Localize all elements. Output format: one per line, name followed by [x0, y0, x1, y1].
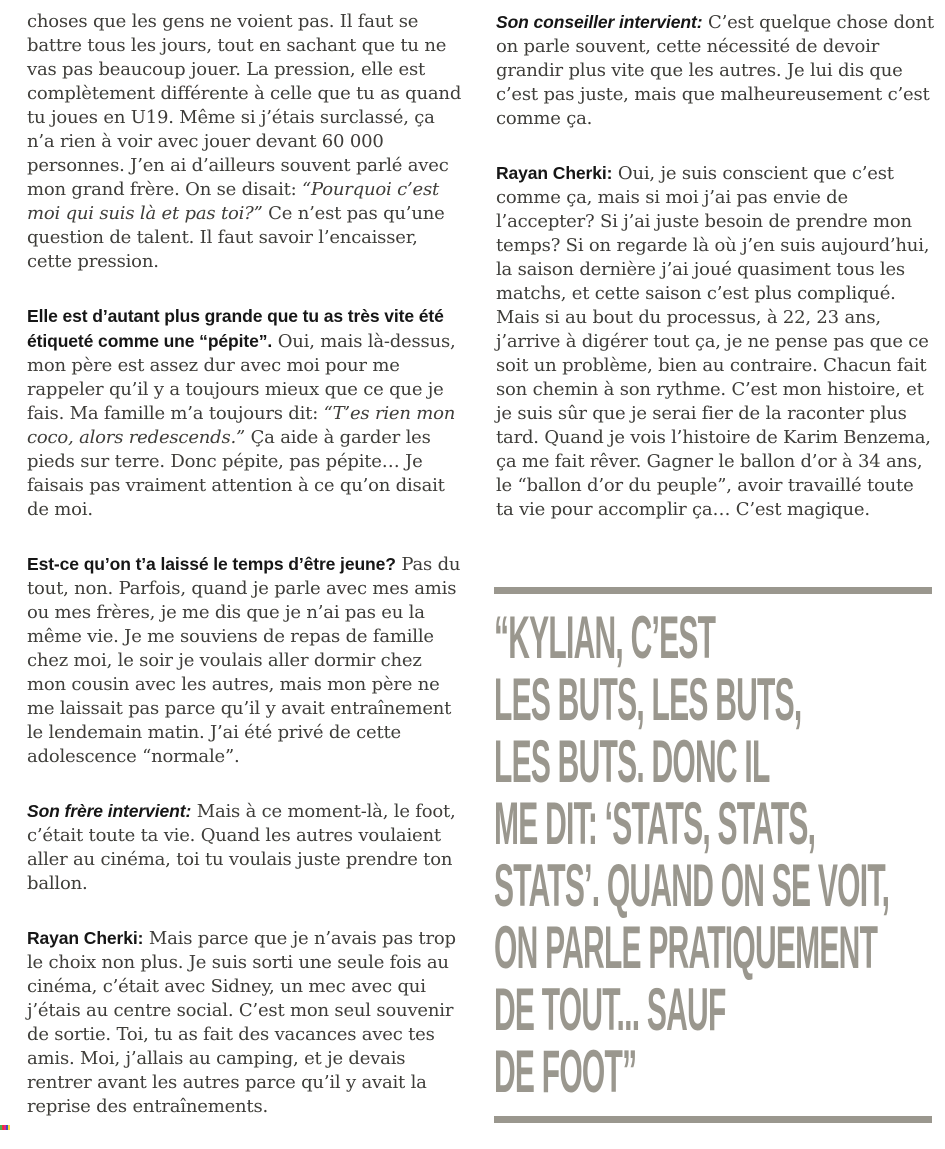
pull-quote-line: “KYLIAN, C’EST [494, 604, 716, 671]
paragraph [27, 799, 463, 896]
pull-quote-section [494, 587, 932, 1123]
pull-quote-line: DE TOUT... SAUF [494, 976, 726, 1043]
divider-rule-top [494, 587, 932, 594]
bold-italic-text: Son frère intervient: [27, 801, 192, 821]
regular-text: Ça aide à garder les pieds sur terre. Donc pépite, pas pépite… Je faisais pas vraiment attention à ce qu’on disait de moi. [27, 427, 445, 520]
pull-quote-line: LES BUTS. DONC IL [494, 728, 770, 795]
pull-quote-line: DE FOOT” [494, 1038, 637, 1105]
divider-rule-bottom [494, 1116, 932, 1123]
color-swatch [8, 1125, 10, 1130]
bold-text: Rayan Cherki: [27, 928, 144, 948]
bold-text: Elle est d’autant plus grande que tu as très vite été étiqueté comme une “pépite”. [27, 306, 444, 351]
regular-text: Oui, je suis conscient que c’est comme ça, mais si moi j’ai pas envie de l’accepter? Si j’ai juste besoin de prendre mon temps? Si on regarde là où j’en suis aujourd’hui, la saison dernière j’ai joué quasiment tous les matchs, et cette saison c’est plus compliqué. Mais si au bout du processus, à 22, 23 ans, j’arrive à digérer tout ça, je ne pense pas que ce soit un problème, bien au contraire. Chacun fait son chemin à son rythme. C’est mon histoire, et je suis sûr que je serai fier de la raconter plus tard. Quand je vois l’histoire de Karim Benzema, ça me fait rêver. Gagner le ballon d’or à 34 ans, le “ballon d’or du peuple”, avoir travaillé toute ta vie pour accomplir ça… C’est magique. [496, 163, 931, 520]
paragraph [27, 552, 463, 769]
pull-quote-line: ME DIT: ‘STATS, STATS, [494, 790, 816, 857]
regular-text: Pas du tout, non. Parfois, quand je parle avec mes amis ou mes frères, je me dis que je n’ai pas eu la même vie. Je me souviens de repas de famille chez moi, le soir je voulais aller dormir chez mon cousin avec les autres, mais mon père ne me laissait pas parce qu’il y avait entraînement le lendemain matin. J’ai été privé de cette adolescence “normale”. [27, 554, 461, 767]
regular-text: Mais parce que je n’avais pas trop le choix non plus. Je suis sorti une seule fois au cinéma, c’était avec Sidney, un mec avec qui j’étais au centre social. C’est mon seul souvenir de sortie. Toi, tu as fait des vacances avec tes amis. Moi, j’allais au camping, et je devais rentrer avant les autres parce qu’il y avait la reprise des entraînements. [27, 928, 456, 1117]
paragraph [496, 161, 934, 522]
article-column-left [27, 10, 463, 1149]
bold-text: Rayan Cherki: [496, 163, 613, 183]
paragraph [496, 10, 934, 131]
article-column-right [496, 10, 934, 552]
paragraph [27, 10, 463, 274]
pull-quote-line: ON PARLE PRATIQUEMENT [494, 914, 878, 981]
regular-text: choses que les gens ne voient pas. Il faut se battre tous les jours, tout en sachant que tu ne vas pas beaucoup jouer. La pression, elle est complètement différente à celle que tu as quand tu joues en U19. Même si j’étais surclassé, ça n’a rien à voir avec jouer devant 60 000 personnes. J’en ai d’ailleurs souvent parlé avec mon grand frère. On se disait: [27, 11, 462, 200]
color-calibration-mark [0, 1125, 10, 1130]
italic-text: “T’es rien mon coco, alors redescends.” [27, 403, 456, 448]
bold-text: Est-ce qu’on t’a laissé le temps d’être jeune? [27, 554, 396, 574]
regular-text: C’est quelque chose dont on parle souvent, cette nécessité de devoir grandir plus vite que les autres. Je lui dis que c’est pas juste, mais que malheureusement c’est comme ça. [496, 12, 934, 129]
bold-italic-text: Son conseiller intervient: [496, 12, 703, 32]
regular-text: Ce n’est pas qu’une question de talent. Il faut savoir l’encaisser, cette pression. [27, 203, 445, 272]
regular-text: Mais à ce moment-là, le foot, c’était toute ta vie. Quand les autres voulaient aller au cinéma, toi tu voulais juste prendre ton ballon. [27, 801, 456, 894]
regular-text: Oui, mais là-dessus, mon père est assez dur avec moi pour me rappeler qu’il y a toujours mieux que ce que je fais. Ma famille m’a toujours dit: [27, 331, 456, 424]
paragraph [27, 304, 463, 522]
pull-quote [494, 604, 932, 1105]
paragraph [27, 926, 463, 1119]
pull-quote-line: LES BUTS, LES BUTS, [494, 666, 802, 733]
pull-quote-line: STATS’. QUAND ON SE VOIT, [494, 852, 890, 919]
italic-text: “Pourquoi c’est moi qui suis là et pas toi?” [27, 179, 440, 224]
